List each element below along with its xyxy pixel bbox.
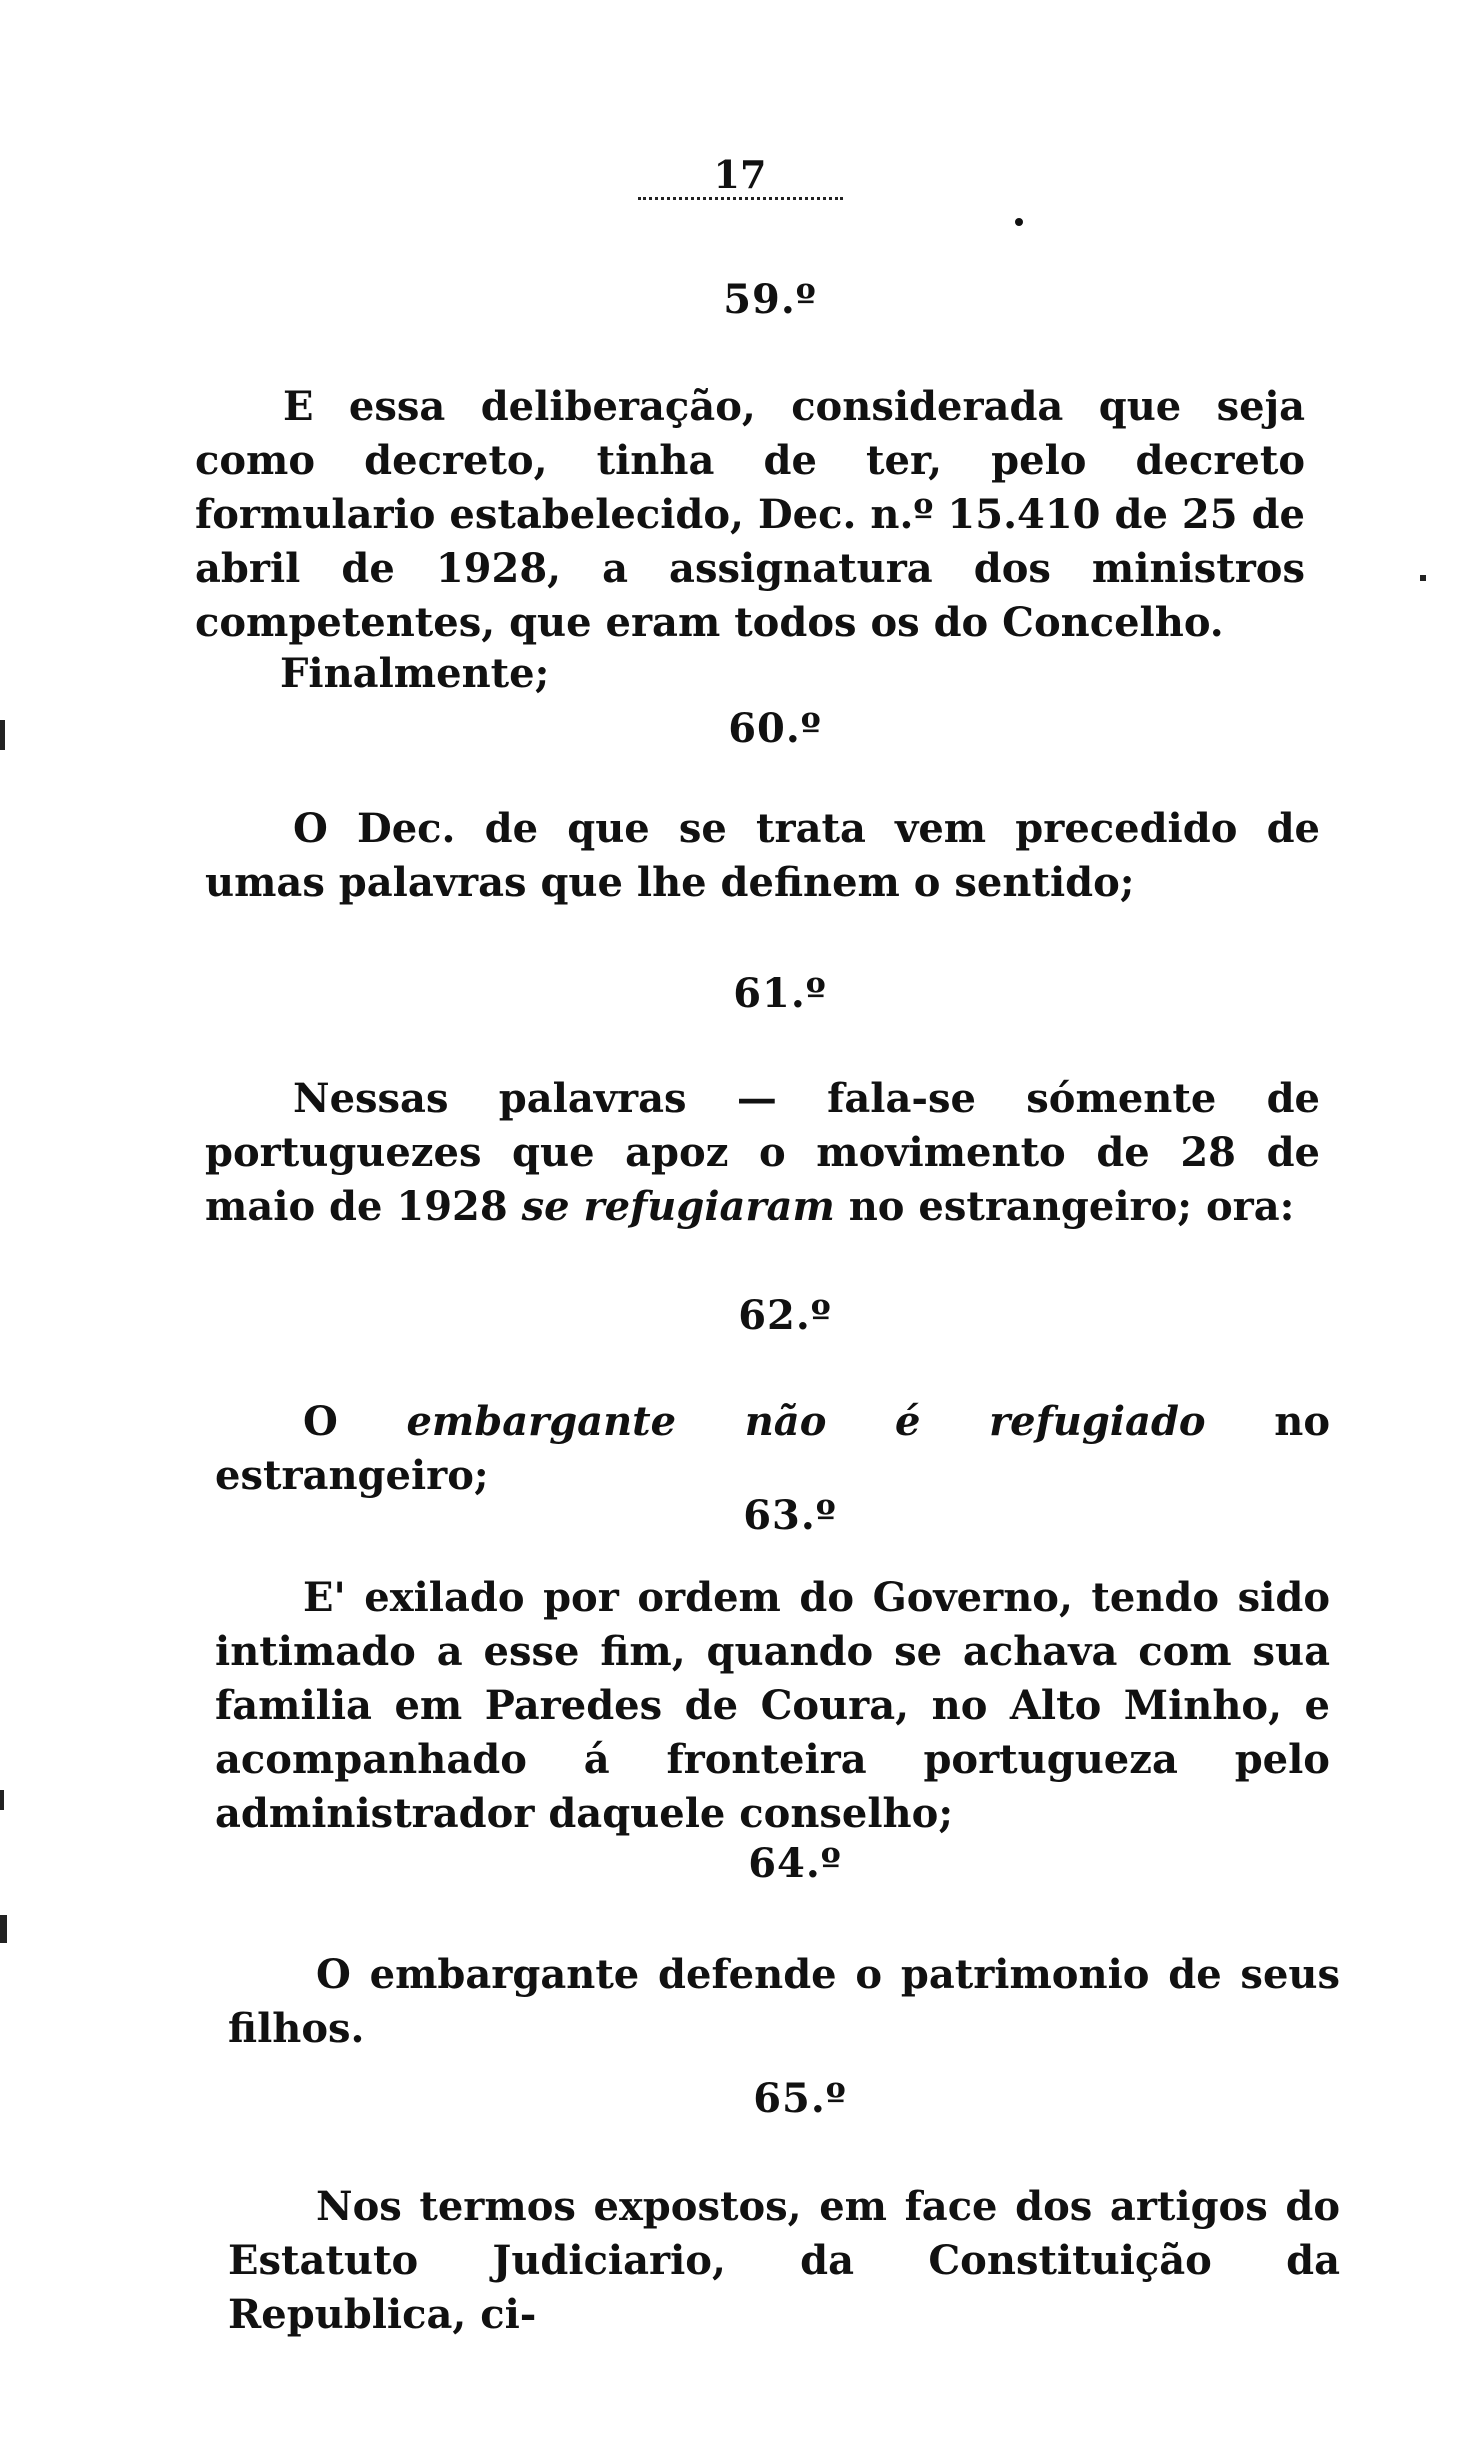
section-59-continuation: Finalmente; (280, 650, 550, 697)
scan-speck (1420, 575, 1426, 581)
ink-dot (1015, 218, 1023, 226)
section-number-63: 63.º (743, 1492, 837, 1539)
section-60-text: O Dec. de que se trata vem precedido de umas palavras que lhe definem o sentido; (205, 805, 1320, 906)
section-number-59: 59.º (723, 276, 817, 323)
page-number: 17 (713, 152, 767, 197)
page-number-rule (638, 197, 843, 200)
section-64-text: O embargante defende o patrimonio de seus filhos. (228, 1951, 1340, 2052)
scan-speck (0, 720, 5, 750)
scan-speck (0, 1915, 7, 1943)
section-62-text: O embargante não é refugiado no estrangeiro; (215, 1398, 1330, 1499)
scan-speck (0, 1790, 4, 1810)
section-number-64: 64.º (748, 1840, 842, 1887)
section-65-text: Nos termos expostos, em face dos artigos do Estatuto Judiciario, da Constituição da Republica, ci- (228, 2183, 1340, 2338)
section-63-text: E' exilado por ordem do Governo, tendo sido intimado a esse fim, quando se achava com sua familia em Paredes de Coura, no Alto Minho, e acompanhado á fronteira portugueza pelo administrador daquele conselho; (215, 1574, 1330, 1837)
section-number-62: 62.º (738, 1292, 832, 1339)
section-number-65: 65.º (753, 2075, 847, 2122)
section-59-text: E essa deliberação, considerada que seja como decreto, tinha de ter, pelo decreto formulario estabelecido, Dec. n.º 15.410 de 25 de abril de 1928, a assignatura dos ministros competentes, que eram todos os do Concelho. (195, 383, 1305, 646)
section-61-text: Nessas palavras — fala-se sómente de portuguezes que apoz o movimento de 28 de maio de 1928 se refugiaram no estrangeiro; ora: (205, 1075, 1320, 1230)
section-number-60: 60.º (728, 705, 822, 752)
section-number-61: 61.º (733, 970, 827, 1017)
